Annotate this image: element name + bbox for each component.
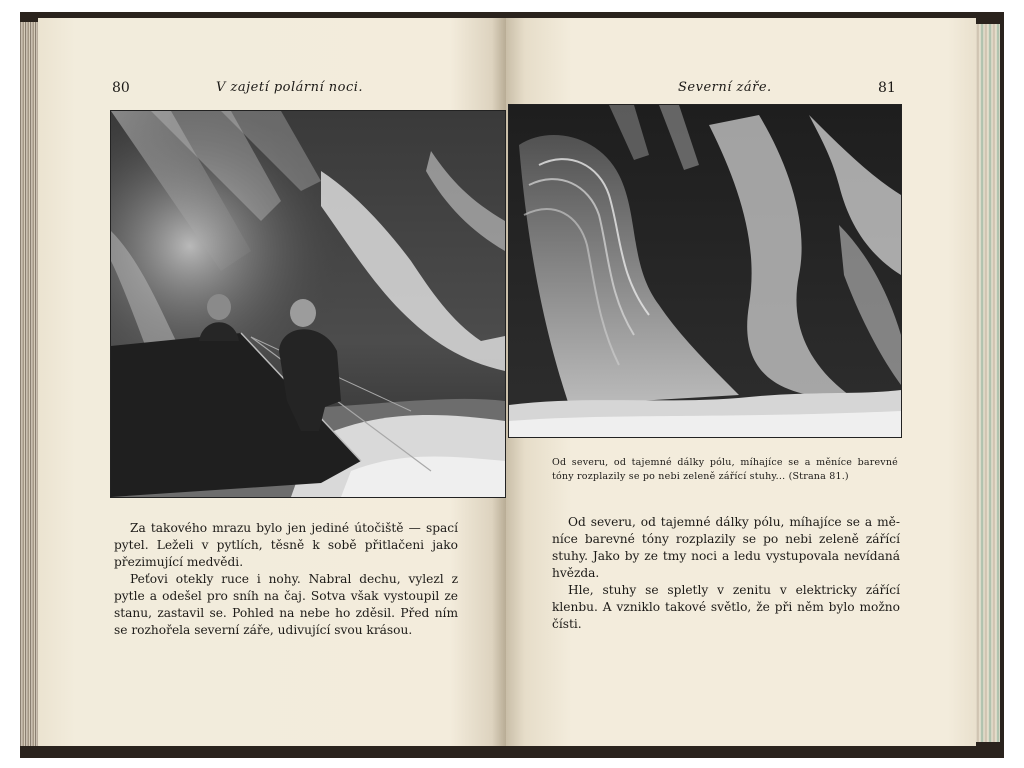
illustration-caption: Od severu, od tajemné dálky pólu, míhajíce se a měníce barevné tóny rozplazily se po nebi zeleně zářící stuhy... (Strana 81.)	[552, 457, 898, 482]
page-edges-right	[976, 24, 1000, 742]
right-body-text	[552, 514, 900, 633]
illustration-explorers-aurora	[110, 110, 506, 498]
left-page	[38, 18, 506, 746]
right-running-head: Severní záře.	[678, 80, 772, 95]
right-page	[506, 18, 976, 746]
left-page-number: 80	[112, 80, 130, 96]
right-page-number: 81	[878, 80, 896, 96]
left-paragraph-1: Za takového mrazu bylo jen jediné útočiště — spací pytel. Leželi v pytlích, těsně k sobě přitlačeni jako přezimující medvědi.	[114, 521, 458, 569]
page-edges-left	[20, 22, 40, 746]
left-paragraph-2: Peťovi otekly ruce i nohy. Nabral dechu, vylezl z pytle a odešel pro sníh na čaj. Sotva však vystoupil ze stanu, zastavil se. Pohled na nebe ho zděsil. Před ním se rozhořela severní záře, udivující svou krásou.	[114, 572, 458, 637]
left-body-text	[114, 520, 458, 639]
right-paragraph-1: Od severu, od tajemné dálky pólu, míhajíce se a mě-níce barevné tóny rozplazily se po nebi zeleně zářící stuhy. Jako by ze tmy noci a ledu vystupovala nevídaná hvězda.	[552, 515, 900, 580]
right-paragraph-2: Hle, stuhy se spletly v zenitu v elektricky zářící klenbu. A vzniklo takové světlo, že při něm bylo možno čísti.	[552, 583, 900, 631]
illustration-aurora-curtains	[508, 104, 902, 438]
left-running-head: V zajetí polární noci.	[216, 80, 364, 95]
